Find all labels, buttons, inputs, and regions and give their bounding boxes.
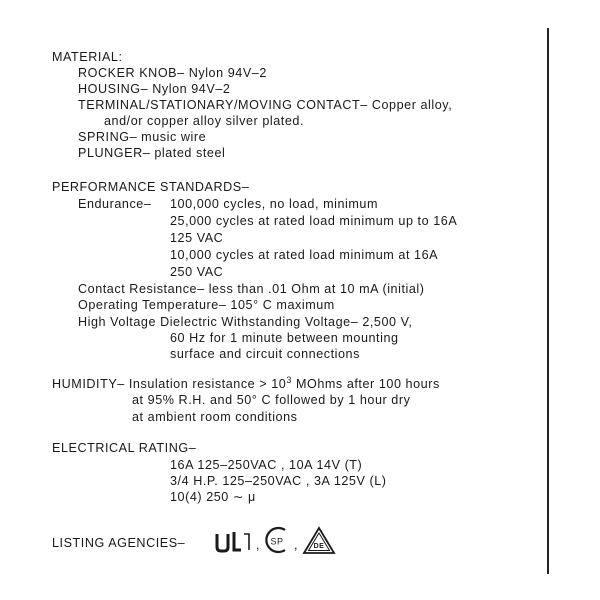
contact-resistance: Contact Resistance– less than .01 Ohm at 10 mA (initial)	[78, 282, 425, 296]
vde-icon	[302, 526, 336, 556]
endurance-line: 125 VAC	[170, 231, 224, 245]
humidity-line-3: at ambient room conditions	[132, 410, 298, 424]
endurance-line: 100,000 cycles, no load, minimum	[170, 197, 379, 211]
endurance-line: 250 VAC	[170, 265, 224, 279]
listing-agencies-label: LISTING AGENCIES–	[52, 536, 186, 550]
logo-separator: ,	[256, 538, 261, 552]
dielectric-line: 60 Hz for 1 minute between mounting	[170, 331, 399, 345]
performance-heading: PERFORMANCE STANDARDS–	[52, 180, 250, 194]
material-housing: HOUSING– Nylon 94V–2	[78, 82, 231, 96]
material-spring: SPRING– music wire	[78, 130, 207, 144]
humidity-line-1	[52, 377, 440, 391]
endurance-label: Endurance–	[78, 197, 152, 211]
csa-icon	[262, 524, 294, 558]
electrical-rating-line: 10(4) 250 ∼ μ	[170, 490, 256, 504]
electrical-rating-line: 3/4 H.P. 125–250VAC , 3A 125V (L)	[170, 474, 387, 488]
ul-recognized-icon	[214, 530, 254, 556]
material-rocker-knob: ROCKER KNOB– Nylon 94V–2	[78, 66, 267, 80]
humidity-line-2: at 95% R.H. and 50° C followed by 1 hour dry	[132, 393, 411, 407]
csa-mark-text: SP	[270, 536, 284, 547]
endurance-line: 10,000 cycles at rated load minimum at 16A	[170, 248, 439, 262]
dielectric-line: surface and circuit connections	[170, 347, 360, 361]
operating-temperature: Operating Temperature– 105° C maximum	[78, 298, 335, 312]
dielectric-voltage: High Voltage Dielectric Withstanding Voltage– 2,500 V,	[78, 315, 413, 329]
material-terminal-contact-cont: and/or copper alloy silver plated.	[104, 114, 305, 128]
vde-mark-text: DE	[313, 543, 325, 550]
humidity-text-post: MOhms after 100 hours	[291, 377, 440, 391]
vertical-border-rule	[547, 28, 549, 574]
humidity-exponent: 3	[286, 375, 292, 385]
electrical-heading: ELECTRICAL RATING–	[52, 441, 197, 455]
endurance-line: 25,000 cycles at rated load minimum up to 16A	[170, 214, 458, 228]
humidity-text-pre: HUMIDITY– Insulation resistance > 10	[52, 377, 287, 391]
material-plunger: PLUNGER– plated steel	[78, 146, 226, 160]
material-terminal-contact: TERMINAL/STATIONARY/MOVING CONTACT– Copper alloy,	[78, 98, 453, 112]
logo-separator: ,	[294, 538, 299, 552]
material-heading: MATERIAL:	[52, 50, 123, 64]
electrical-rating-line: 16A 125–250VAC , 10A 14V (T)	[170, 458, 363, 472]
